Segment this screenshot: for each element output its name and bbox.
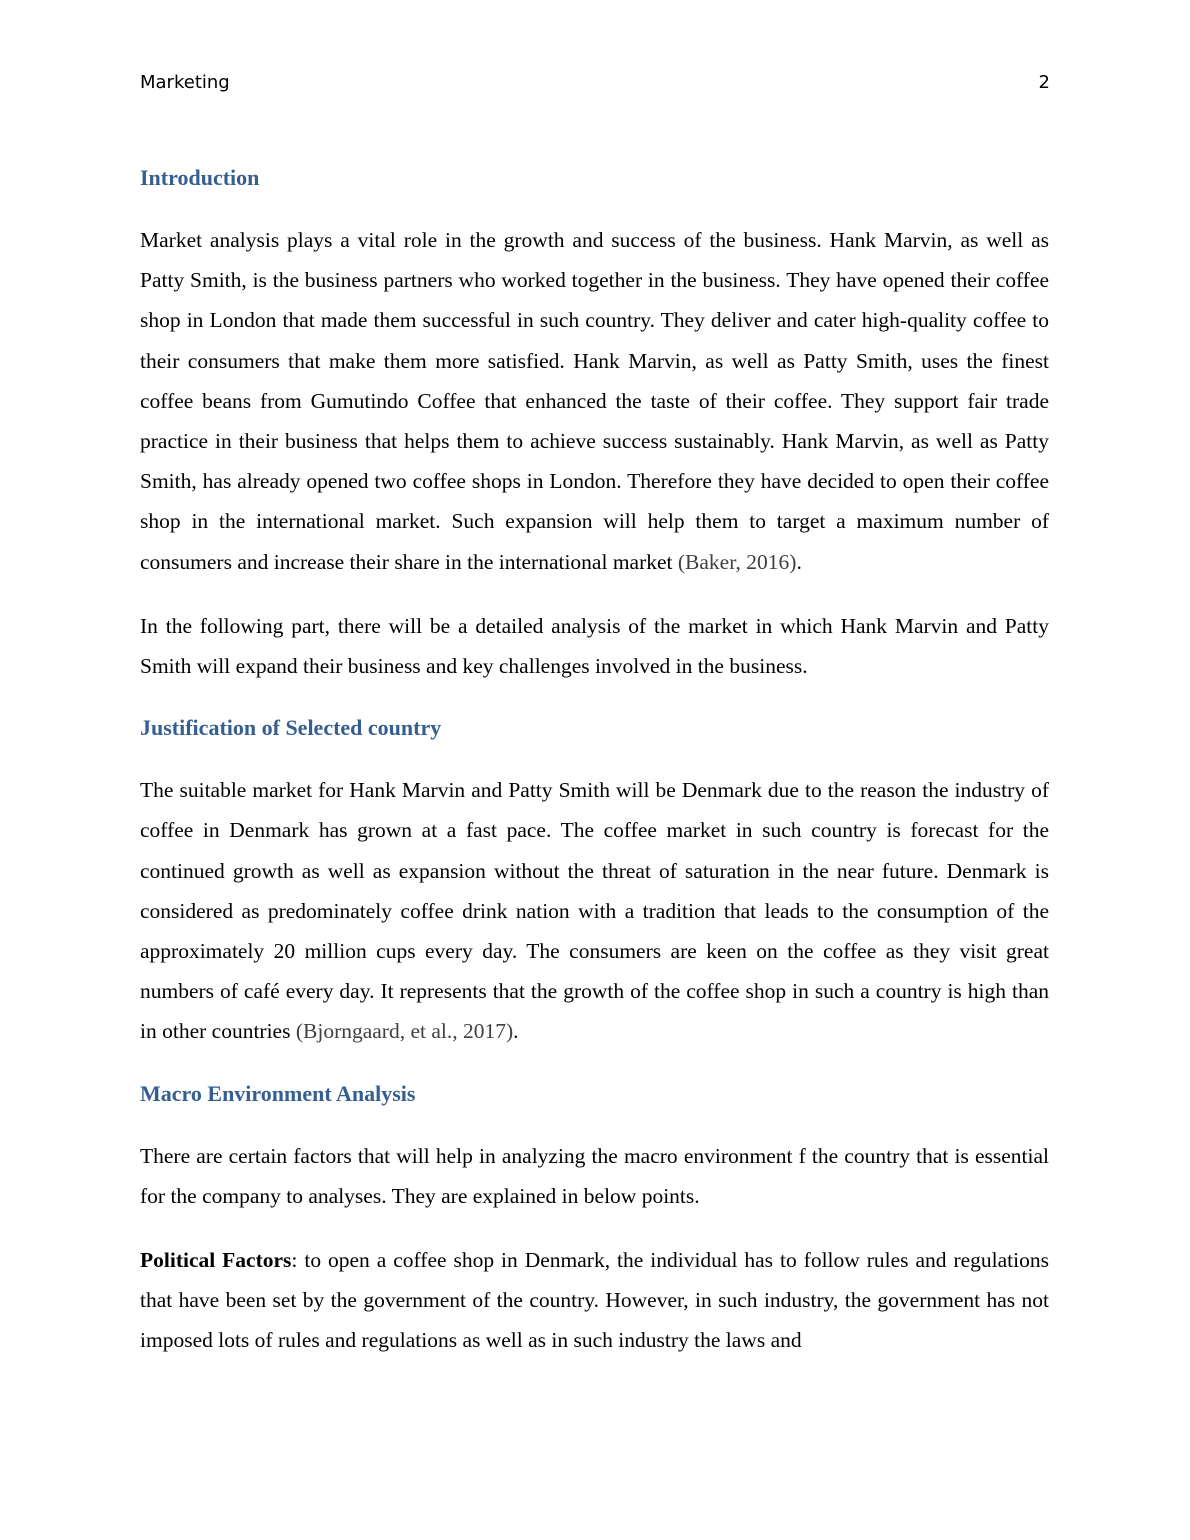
justification-paragraph-1-end: . [513, 1019, 519, 1044]
political-factors-text: : to open a coffee shop in Denmark, the individual has to follow rules and regulations that have been set by the government of the country. However, in such industry, the government has not imposed lots of rules and regulations as well as in such industry the laws and [140, 1248, 1049, 1353]
political-factors-label: Political Factors [140, 1248, 292, 1273]
citation-bjorngaard: (Bjorngaard, et al., 2017) [295, 1019, 514, 1044]
introduction-paragraph-2: In the following part, there will be a detailed analysis of the market in which Hank Marvin and Patty Smith will expand their business and key challenges involved in the business. [140, 613, 1049, 679]
section-heading-macro-environment: Macro Environment Analysis [140, 1080, 416, 1106]
section-heading-introduction: Introduction [140, 165, 260, 190]
macro-paragraph-1: There are certain factors that will help in analyzing the macro environment f the country that is essential for the company to analyses. They are explained in below points. [140, 1143, 1049, 1208]
page-number: 2 [1038, 72, 1050, 93]
document-body [140, 160, 1049, 1385]
introduction-paragraph-1 [140, 220, 1049, 582]
citation-baker: (Baker, 2016) [677, 549, 797, 574]
justification-paragraph-1 [140, 770, 1049, 1051]
political-factors-paragraph [140, 1240, 1049, 1361]
introduction-paragraph-1-text: Market analysis plays a vital role in the growth and success of the business. Hank Marvin, as well as Patty Smith, is the business partners who worked together in the business. They have opened their coffee shop in London that made them successful in such country. They deliver and cater high-quality coffee to their consumers that make them more satisfied. Hank Marvin, as well as Patty Smith, uses the finest coffee beans from Gumutindo Coffee that enhanced the taste of their coffee. They support fair trade practice in their business that helps them to achieve success sustainably. Hank Marvin, as well as Patty Smith, has already opened two coffee shops in London. Therefore they have decided to open their coffee shop in the international market. Such expansion will help them to target a maximum number of consumers and increase their share in the international market [140, 228, 1049, 574]
running-header-title: Marketing [140, 72, 230, 93]
introduction-paragraph-1-end: . [796, 549, 802, 574]
justification-paragraph-1-text: The suitable market for Hank Marvin and Patty Smith will be Denmark due to the reason the industry of coffee in Denmark has grown at a fast pace. The coffee market in such country is forecast for the continued growth as well as expansion without the threat of saturation in the near future. Denmark is considered as predominately coffee drink nation with a tradition that leads to the consumption of the approximately 20 million cups every day. The consumers are keen on the coffee as they visit great numbers of café every day. It represents that the growth of the coffee shop in such a country is high than in other countries [140, 778, 1049, 1044]
section-heading-justification: Justification of Selected country [140, 715, 442, 741]
